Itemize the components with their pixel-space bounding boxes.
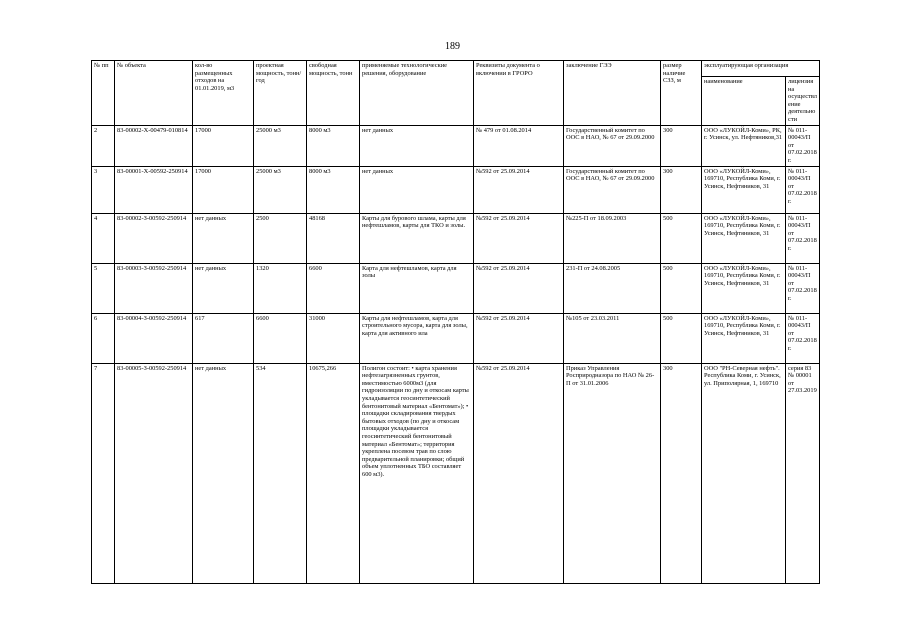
cell-operator-name: ООО «ЛУКОЙЛ-Коми», 169710, Республика Коми, г. Усинск, Нефтяников, 31 — [702, 213, 786, 263]
cell-szz: 300 — [661, 125, 702, 166]
cell-waste-qty: нет данных — [193, 263, 254, 313]
cell-license: серия 83 № 00001 от 27.03.2019 — [786, 363, 820, 583]
cell-doc: №592 от 25.09.2014 — [474, 263, 564, 313]
cell-num: 4 — [92, 213, 115, 263]
table-row — [92, 125, 820, 166]
header-license: лицензия на осуществление деятельности — [786, 77, 820, 126]
cell-design-capacity: 25000 м3 — [254, 166, 307, 213]
cell-operator-name: ООО «ЛУКОЙЛ-Коми», РК, г. Усинск, ул. Нефтяников,31 — [702, 125, 786, 166]
cell-license: № 011-00043/П от 07.02.2018 г. — [786, 213, 820, 263]
cell-design-capacity: 1320 — [254, 263, 307, 313]
cell-design-capacity: 534 — [254, 363, 307, 583]
header-operator-name: наименование — [702, 77, 786, 126]
cell-doc: №592 от 25.09.2014 — [474, 313, 564, 363]
header-free-capacity: свободная мощность, тонн — [307, 61, 360, 126]
table-header-row — [92, 61, 820, 77]
table-row — [92, 263, 820, 313]
page-number: 189 — [445, 41, 460, 52]
cell-gee: Государственный комитет по ООС в НАО, № 67 от 29.09.2000 — [564, 166, 661, 213]
cell-waste-qty: 17000 — [193, 166, 254, 213]
header-gee: заключение ГЭЭ — [564, 61, 661, 126]
cell-doc: №592 от 25.09.2014 — [474, 166, 564, 213]
cell-num: 2 — [92, 125, 115, 166]
cell-free-capacity: 6600 — [307, 263, 360, 313]
cell-license: № 011-00043/П от 07.02.2018 г. — [786, 313, 820, 363]
cell-operator-name: ООО «ЛУКОЙЛ-Коми», 169710, Республика Коми, г. Усинск, Нефтяников, 31 — [702, 166, 786, 213]
cell-design-capacity: 2500 — [254, 213, 307, 263]
cell-waste-qty: нет данных — [193, 363, 254, 583]
cell-doc: № 479 от 01.08.2014 — [474, 125, 564, 166]
cell-free-capacity: 10675,266 — [307, 363, 360, 583]
cell-object-no: 83-00001-Х-00592-250914 — [115, 166, 193, 213]
cell-design-capacity: 25000 м3 — [254, 125, 307, 166]
cell-gee: №105 от 23.03.2011 — [564, 313, 661, 363]
cell-szz: 500 — [661, 213, 702, 263]
cell-object-no: 83-00002-Х-00479-010814 — [115, 125, 193, 166]
cell-tech: Полигон состоит: • карта хранения нефтезагрязненных грунтов, вместимостью 6000м3 (для гидроизоляции по дну и откосам карты укладывается геосинтетический бентонитовый материал «Бентомат»); • площадки складирования твердых бытовых отходов (по дну и откосам площадки укладывается геосинтетический бентонитовый материал «Бентомат»; территория укреплена посевом трав по слою предварительной планировки; общий объем уплотненных ТБО составляет 600 м3). — [360, 363, 474, 583]
cell-object-no: 83-00002-З-00592-250914 — [115, 213, 193, 263]
cell-gee: 231-П от 24.08.2005 — [564, 263, 661, 313]
header-operator: эксплуатирующая организация — [702, 61, 820, 77]
cell-num: 7 — [92, 363, 115, 583]
cell-szz: 500 — [661, 263, 702, 313]
cell-waste-qty: нет данных — [193, 213, 254, 263]
cell-tech: нет данных — [360, 125, 474, 166]
cell-license: № 011-00043/П от 07.02.2018 г. — [786, 263, 820, 313]
cell-num: 3 — [92, 166, 115, 213]
table-row — [92, 213, 820, 263]
header-tech: применяемые технологические решения, оборудование — [360, 61, 474, 126]
cell-free-capacity: 31000 — [307, 313, 360, 363]
header-design-capacity: проектная мощность, тонн/год — [254, 61, 307, 126]
cell-waste-qty: 17000 — [193, 125, 254, 166]
cell-free-capacity: 8000 м3 — [307, 125, 360, 166]
cell-license: № 011-00043/П от 07.02.2018 г. — [786, 166, 820, 213]
header-doc: Реквизиты документа о включении в ГРОРО — [474, 61, 564, 126]
cell-doc: №592 от 25.09.2014 — [474, 213, 564, 263]
cell-object-no: 83-00003-З-00592-250914 — [115, 263, 193, 313]
cell-szz: 500 — [661, 313, 702, 363]
waste-facilities-table — [91, 60, 820, 584]
table-row — [92, 166, 820, 213]
cell-tech: Карты для бурового шлама, карты для нефтешламов, карты для ТКО и золы. — [360, 213, 474, 263]
cell-operator-name: ООО «ЛУКОЙЛ-Коми», 169710, Республика Коми, г. Усинск, Нефтяников, 31 — [702, 313, 786, 363]
cell-szz: 300 — [661, 166, 702, 213]
header-num: № пп — [92, 61, 115, 126]
cell-design-capacity: 6600 — [254, 313, 307, 363]
cell-num: 5 — [92, 263, 115, 313]
cell-tech: Карта для нефтешламов, карта для золы — [360, 263, 474, 313]
cell-tech: Карты для нефтешламов, карта для строительного мусора, карта для золы, карта для активного ила — [360, 313, 474, 363]
cell-license: № 011-00043/П от 07.02.2018 г. — [786, 125, 820, 166]
cell-free-capacity: 8000 м3 — [307, 166, 360, 213]
table-row — [92, 363, 820, 583]
table-row — [92, 313, 820, 363]
cell-gee: Приказ Управления Росприродназора по НАО № 26-П от 31.01.2006 — [564, 363, 661, 583]
cell-gee: Государственный комитет по ООС в НАО, № 67 от 29.09.2000 — [564, 125, 661, 166]
cell-szz: 300 — [661, 363, 702, 583]
cell-free-capacity: 48168 — [307, 213, 360, 263]
cell-operator-name: ООО «ЛУКОЙЛ-Коми», 169710, Республика Коми, г. Усинск, Нефтяников, 31 — [702, 263, 786, 313]
header-waste-qty: кол-во размещенных отходов на 01.01.2019, м3 — [193, 61, 254, 126]
cell-tech: нет данных — [360, 166, 474, 213]
cell-doc: №592 от 25.09.2014 — [474, 363, 564, 583]
cell-object-no: 83-00005-З-00592-250914 — [115, 363, 193, 583]
cell-num: 6 — [92, 313, 115, 363]
cell-object-no: 83-00004-З-00592-250914 — [115, 313, 193, 363]
cell-waste-qty: 617 — [193, 313, 254, 363]
header-szz: размер наличие СЗЗ, м — [661, 61, 702, 126]
header-object-no: № объекта — [115, 61, 193, 126]
cell-gee: №225-П от 18.09.2003 — [564, 213, 661, 263]
cell-operator-name: ООО "РН-Северная нефть". Республика Коми, г. Усинск, ул. Приполярная, 1, 169710 — [702, 363, 786, 583]
